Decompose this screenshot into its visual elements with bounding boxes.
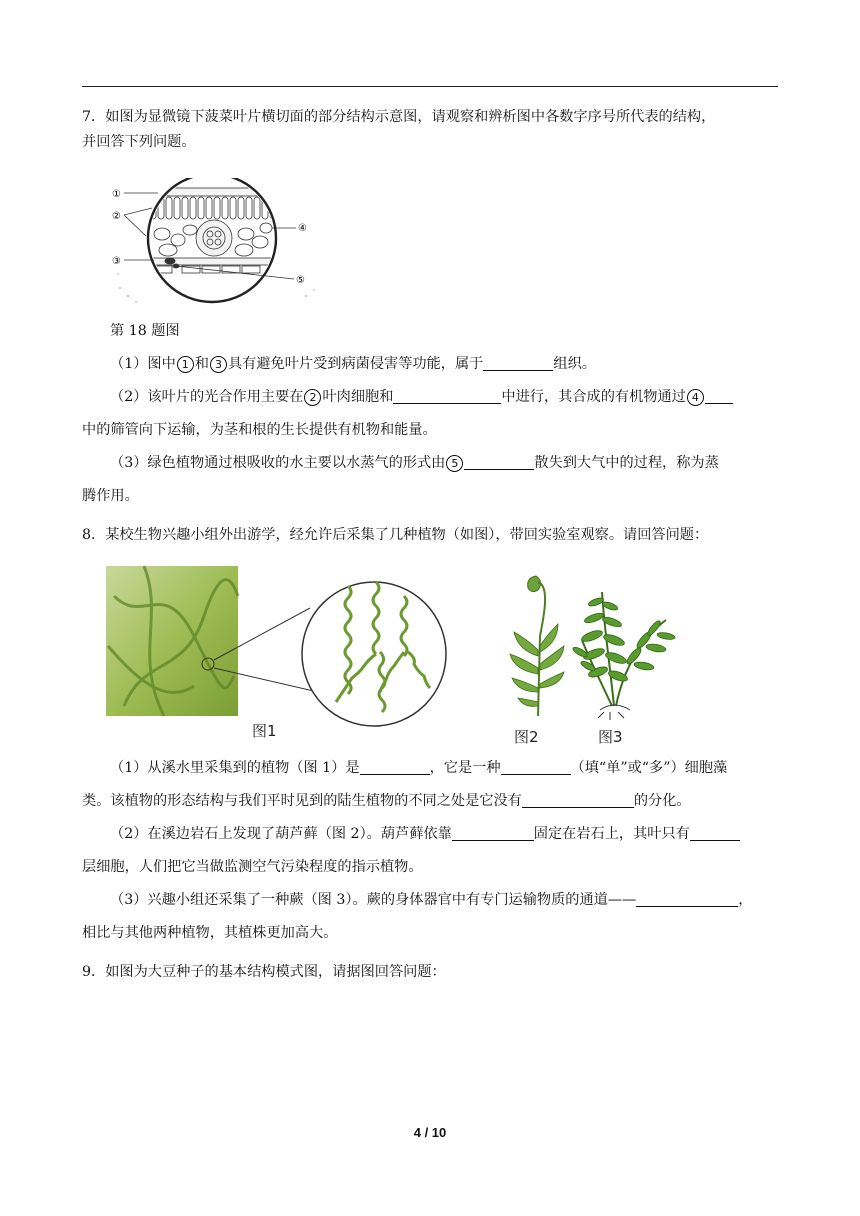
answer-blank[interactable]: [393, 387, 501, 404]
answer-blank[interactable]: [483, 354, 553, 371]
circled-number-3: 3: [210, 356, 227, 373]
circled-number-1: 1: [177, 356, 194, 373]
answer-blank[interactable]: [636, 890, 738, 907]
answer-blank[interactable]: [452, 824, 534, 841]
q7-stem-line2: 并回答下列问题。: [82, 134, 196, 150]
q7-part2-line1: （2）该叶片的光合作用主要在 2 叶肉细胞和 中进行，其合成的有机物通过 4: [82, 381, 810, 414]
fig2-label: 图2: [514, 728, 539, 746]
q8-part1-line2: 类。该植物的形态结构与我们平时见到的陆生植物的不同之处是它没有 的分化。: [82, 793, 691, 809]
answer-blank[interactable]: [464, 453, 534, 470]
q8-part3-line1: （3）兴趣小组还采集了一种蕨（图 3）。蕨的身体器官中有专门运输物质的通道—— ，: [110, 892, 753, 908]
page-number: 4 / 10: [413, 1125, 447, 1140]
fern-drawing: [572, 592, 676, 720]
answer-blank[interactable]: [360, 758, 430, 775]
q8-part2-line1: （2）在溪边岩石上发现了葫芦藓（图 2）。葫芦藓依靠 固定在岩石上，其叶只有: [82, 818, 810, 851]
figure-label-4: ④: [298, 223, 307, 234]
q7-part1: （1）图中 1 和 3 具有避免叶片受到病菌侵害等功能，属于 组织。: [110, 356, 596, 372]
q7-stem-line1: 7．如图为显微镜下菠菜叶片横切面的部分结构示意图，请观察和辨析图中各数字序号所代表的结构，: [82, 109, 716, 125]
circled-number-4: 4: [687, 389, 704, 406]
figure-label-2: ②: [112, 211, 121, 222]
q8-part3-line2: 相比与其他两种植物，其植株更加高大。: [82, 925, 338, 941]
answer-blank[interactable]: [705, 387, 733, 404]
plants-figure: [104, 556, 684, 746]
header-rule: [82, 86, 778, 87]
q8-part1-line1: （1）从溪水里采集到的植物（图 1）是 ，它是一种 （填“单”或“多”）细胞藻: [110, 760, 728, 776]
q7-part2-line2: 中的筛管向下运输，为茎和根的生长提供有机物和能量。: [82, 422, 437, 438]
q8-stem: 8．某校生物兴趣小组外出游学，经允许后采集了几种植物（如图），带回实验室观察。请回答问题：: [82, 527, 709, 543]
answer-blank[interactable]: [522, 791, 634, 808]
leaf-cross-section-figure: [106, 178, 336, 308]
figure-label-5: ⑤: [296, 275, 305, 286]
fig1-label: 图1: [252, 722, 277, 740]
circled-number-5: 5: [446, 455, 463, 472]
moss-drawing: [510, 576, 564, 716]
figure-label-1: ①: [112, 189, 121, 200]
figure-label-3: ③: [112, 256, 121, 267]
q8-part2-line2: 层细胞，人们把它当做监测空气污染程度的指示植物。: [82, 859, 423, 875]
fig3-label: 图3: [598, 728, 623, 746]
circled-number-2: 2: [304, 389, 321, 406]
figure-caption: 第 18 题图: [110, 323, 180, 339]
q7-part3-line2: 腾作用。: [82, 488, 139, 504]
q9-stem: 9．如图为大豆种子的基本结构模式图，请据图回答问题：: [82, 964, 446, 980]
q7-part3-line1: （3）绿色植物通过根吸收的水主要以水蒸气的形式由 5 散失到大气中的过程，称为蒸: [110, 455, 719, 471]
answer-blank[interactable]: [690, 824, 740, 841]
answer-blank[interactable]: [501, 758, 571, 775]
